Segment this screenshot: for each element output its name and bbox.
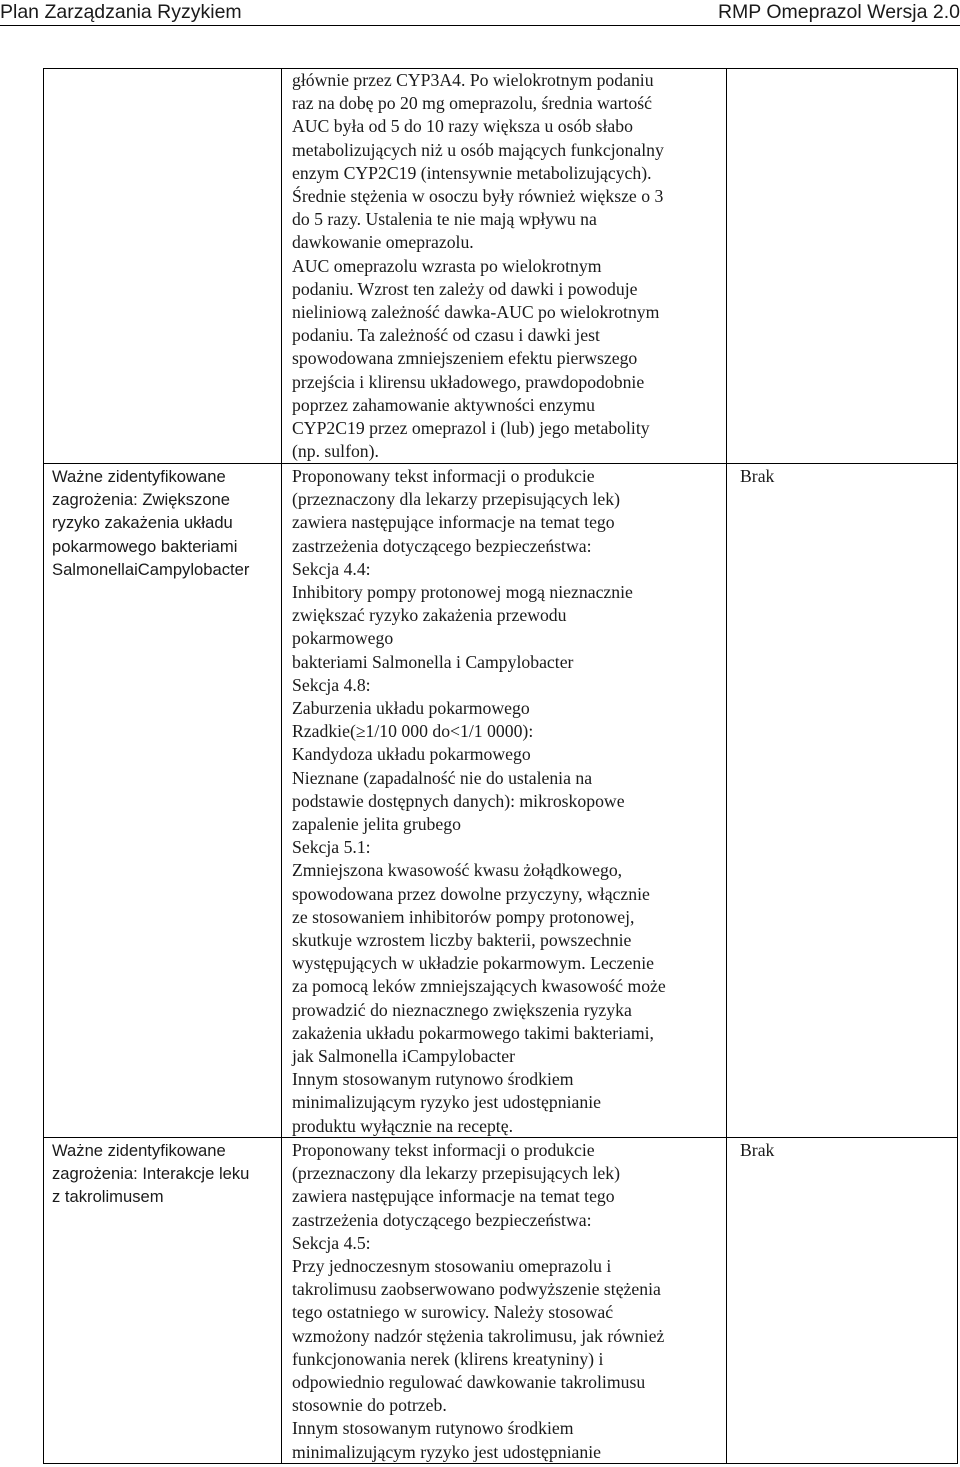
header-rule bbox=[0, 25, 960, 26]
risk-salmonella-label: Ważne zidentyfikowane zagrożenia: Zwiększone ryzyko zakażenia układu pokarmowego bakteriami SalmonellaiCampylobacter bbox=[52, 467, 250, 579]
pk-paragraph-1: głównie przez CYP3A4. Po wielokrotnym podaniu raz na dobę po 20 mg omeprazolu, średnia wartość AUC była od 5 do 10 razy większa u osób słabo metabolizujących niż u osób mających funkcjonalny enzym CYP2C19 (intensywnie metabolizujących). Średnie stężenia w osoczu były również większe o 3 do 5 razy. Ustalenia te nie mają wpływu na dawkowanie omeprazolu. bbox=[292, 70, 664, 253]
table-border-left bbox=[43, 68, 44, 1464]
table-row-1-measures bbox=[292, 69, 732, 463]
tacrolimus-additional-measures: Brak bbox=[740, 1140, 775, 1160]
table-row-2-measures bbox=[292, 465, 732, 1138]
table-border-right bbox=[957, 68, 958, 1464]
risk-table bbox=[43, 68, 958, 1464]
salmonella-additional-measures: Brak bbox=[740, 466, 775, 486]
tacrolimus-measures-text: Proponowany tekst informacji o produkcie (przeznaczony dla lekarzy przepisujących lek) zawiera następujące informacje na temat tego zastrzeżenia dotyczącego bezpieczeństwa: Sekcja 4.5: Przy jednoczesnym stosowaniu omeprazolu i takrolimusu zaobserwowano podwyższenie stężenia tego ostatniego w surowicy. Należy stosować wzmożony nadzór stężenia takrolimusu, jak również funkcjonowania nerek (klirens kreatyniny) i odpowiednio regulować dawkowanie takrolimusu stosownie do potrzeb. Innym stosowanym rutynowo środkiem minimalizującym ryzyko jest udostępnianie bbox=[292, 1140, 665, 1462]
pk-paragraph-2: AUC omeprazolu wzrasta po wielokrotnym podaniu. Wzrost ten zależy od dawki i powoduje nieliniową zależność dawka-AUC po wielokrotnym podaniu. Ta zależność od czasu i dawki jest spowodowana zmniejszeniem efektu pierwszego przejścia i klirensu układowego, prawdopodobnie poprzez zahamowanie aktywności enzymu CYP2C19 przez omeprazol i (lub) jego metabolity (np. sulfon). bbox=[292, 255, 660, 462]
table-row-3-measures bbox=[292, 1139, 732, 1464]
header-document-version: RMP Omeprazol Wersja 2.0 bbox=[717, 1, 960, 23]
salmonella-measures-text: Proponowany tekst informacji o produkcie (przeznaczony dla lekarzy przepisujących lek) zawiera następujące informacje na temat tego zastrzeżenia dotyczącego bezpieczeństwa: Sekcja 4.4: Inhibitory pompy protonowej mogą nieznacznie zwiększać ryzyko zakażenia przewodu pokarmowego bakteriami Salmonella i Campylobacter Sekcja 4.8: Zaburzenia układu pokarmowego Rzadkie(≥1/10 000 do<1/1 0000): Kandydoza układu pokarmowego Nieznane (zapadalność nie do ustalenia na podstawie dostępnych danych): mikroskopowe zapalenie jelita grubego Sekcja 5.1: Zmniejszona kwasowość kwasu żołądkowego, spowodowana przez dowolne przyczyny, włącznie ze stosowaniem inhibitorów pompy protonowej, skutkuje wzrostem liczby bakterii, powszechnie występujących w układzie pokarmowym. Leczenie za pomocą leków zmniejszających kwasowość może prowadzić do nieznacznego zwiększenia ryzyka zakażenia układu pokarmowego takimi bakteriami, jak Salmonella iCampylobacter Innym stosowanym rutynowo środkiem minimalizującym ryzyko jest udostępnianie produktu wyłącznie na receptę. bbox=[292, 466, 666, 1136]
table-row-2-risk bbox=[52, 465, 277, 581]
table-divider-col1 bbox=[281, 68, 282, 1464]
table-row-3-additional bbox=[740, 1139, 950, 1162]
header-document-title: Plan Zarządzania Ryzykiem bbox=[0, 1, 242, 23]
table-row-3-risk bbox=[52, 1139, 277, 1209]
table-row-2-additional bbox=[740, 465, 950, 488]
risk-tacrolimus-label: Ważne zidentyfikowane zagrożenia: Interakcje leku z takrolimusem bbox=[52, 1141, 250, 1207]
